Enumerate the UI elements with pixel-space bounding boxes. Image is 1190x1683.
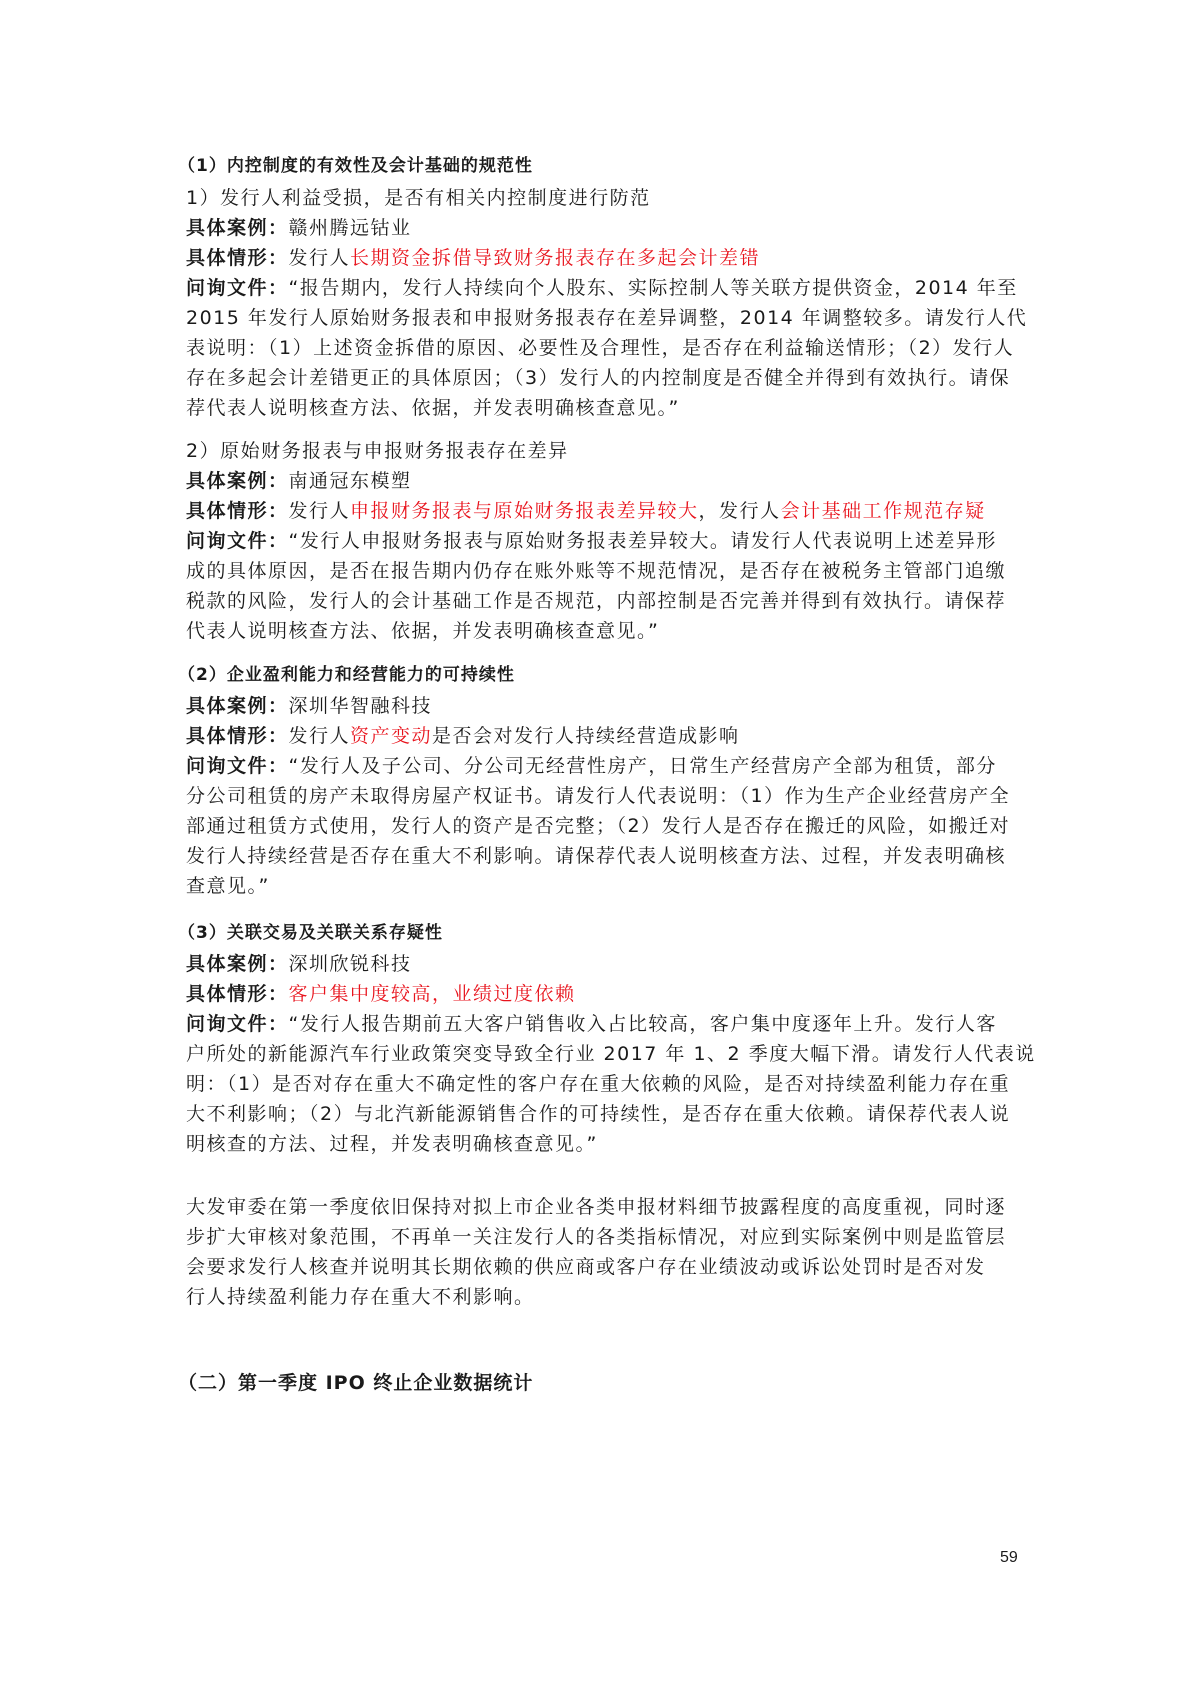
inquiry-line: 表说明：（1）上述资金拆借的原因、必要性及合理性，是否存在利益输送情形；（2）发行人 [186, 337, 1015, 359]
situation-text: 是否会对发行人持续经营造成影响 [432, 725, 740, 747]
situation-label: 具体情形： [186, 983, 289, 1005]
summary-line: 大发审委在第一季度依旧保持对拟上市企业各类申报材料细节披露程度的高度重视，同时逐 [186, 1196, 1007, 1218]
situation-label: 具体情形： [186, 247, 289, 269]
inquiry-text: “发行人及子公司、分公司无经营性房产，日常生产经营房产全部为租赁，部分 [288, 755, 997, 777]
inquiry-line: 代表人说明核查方法、依据，并发表明确核查意见。” [186, 620, 660, 642]
situation-line [186, 243, 760, 270]
case-line [186, 466, 412, 493]
case-value: 深圳华智融科技 [288, 695, 433, 717]
case-value: 赣州腾远钴业 [288, 217, 412, 239]
case-label: 具体案例： [186, 695, 289, 717]
inquiry-text: “发行人申报财务报表与原始财务报表差异较大。请发行人代表说明上述差异形 [288, 530, 997, 552]
inquiry-text: “发行人报告期前五大客户销售收入占比较高，客户集中度逐年上升。发行人客 [288, 1013, 997, 1035]
inquiry-line [186, 526, 997, 553]
situation-text: 发行人 [288, 247, 351, 269]
section-heading: （2）企业盈利能力和经营能力的可持续性 [178, 665, 515, 685]
inquiry-line: 2015 年发行人原始财务报表和申报财务报表存在差异调整，2014 年调整较多。请发行人代 [186, 307, 1028, 329]
summary-line: 行人持续盈利能力存在重大不利影响。 [186, 1286, 535, 1308]
case-line [186, 213, 412, 240]
subsection-title: 2）原始财务报表与申报财务报表存在差异 [186, 440, 569, 462]
inquiry-line: 分公司租赁的房产未取得房屋产权证书。请发行人代表说明：（1）作为生产企业经营房产全 [186, 785, 1011, 807]
case-label: 具体案例： [186, 217, 289, 239]
case-label: 具体案例： [186, 470, 289, 492]
inquiry-label: 问询文件： [186, 755, 289, 777]
subsection-title: 1）发行人利益受损，是否有相关内控制度进行防范 [186, 187, 651, 209]
inquiry-text: “报告期内，发行人持续向个人股东、实际控制人等关联方提供资金，2014 年至 [288, 277, 1018, 299]
case-value: 深圳欣锐科技 [288, 953, 412, 975]
inquiry-line: 户所处的新能源汽车行业政策突变导致全行业 2017 年 1、2 季度大幅下滑。请发行人代表说 [186, 1043, 1036, 1065]
situation-text: 发行人 [288, 725, 351, 747]
inquiry-line: 明核查的方法、过程，并发表明确核查意见。” [186, 1133, 598, 1155]
summary-line: 步扩大审核对象范围，不再单一关注发行人的各类指标情况，对应到实际案例中则是监管层 [186, 1226, 1007, 1248]
inquiry-line: 荐代表人说明核查方法、依据，并发表明确核查意见。” [186, 397, 680, 419]
situation-highlight: 长期资金拆借导致财务报表存在多起会计差错 [350, 247, 761, 269]
situation-label: 具体情形： [186, 500, 289, 522]
case-value: 南通冠东模塑 [288, 470, 412, 492]
case-line [186, 949, 412, 976]
page-number: 59 [1000, 1549, 1018, 1566]
summary-line: 会要求发行人核查并说明其长期依赖的供应商或客户存在业绩波动或诉讼处罚时是否对发 [186, 1256, 986, 1278]
inquiry-line: 查意见。” [186, 875, 270, 897]
inquiry-line: 成的具体原因，是否在报告期内仍存在账外账等不规范情况，是否存在被税务主管部门追缴 [186, 560, 1007, 582]
inquiry-line: 发行人持续经营是否存在重大不利影响。请保荐代表人说明核查方法、过程，并发表明确核 [186, 845, 1007, 867]
situation-highlight: 资产变动 [350, 725, 433, 747]
chapter-heading: （二）第一季度 IPO 终止企业数据统计 [178, 1372, 534, 1394]
inquiry-label: 问询文件： [186, 277, 289, 299]
section-heading: （3）关联交易及关联关系存疑性 [178, 923, 443, 943]
situation-highlight: 会计基础工作规范存疑 [780, 500, 986, 522]
inquiry-line: 税款的风险，发行人的会计基础工作是否规范，内部控制是否完善并得到有效执行。请保荐 [186, 590, 1007, 612]
situation-highlight: 申报财务报表与原始财务报表差异较大 [350, 500, 699, 522]
inquiry-line [186, 273, 1018, 300]
inquiry-line [186, 1009, 997, 1036]
case-line [186, 691, 432, 718]
situation-line [186, 721, 740, 748]
situation-line [186, 496, 986, 523]
inquiry-line: 明：（1）是否对存在重大不确定性的客户存在重大依赖的风险，是否对持续盈利能力存在重 [186, 1073, 1011, 1095]
inquiry-line: 大不利影响；（2）与北汽新能源销售合作的可持续性，是否存在重大依赖。请保荐代表人说 [186, 1103, 1011, 1125]
section-heading: （1）内控制度的有效性及会计基础的规范性 [178, 156, 533, 176]
inquiry-line: 部通过租赁方式使用，发行人的资产是否完整；（2）发行人是否存在搬迁的风险，如搬迁对 [186, 815, 1011, 837]
situation-text: ，发行人 [698, 500, 781, 522]
situation-label: 具体情形： [186, 725, 289, 747]
situation-line [186, 979, 576, 1006]
case-label: 具体案例： [186, 953, 289, 975]
inquiry-line: 存在多起会计差错更正的具体原因；（3）发行人的内控制度是否健全并得到有效执行。请保 [186, 367, 1011, 389]
situation-highlight: 客户集中度较高，业绩过度依赖 [288, 983, 576, 1005]
situation-text: 发行人 [288, 500, 351, 522]
inquiry-label: 问询文件： [186, 1013, 289, 1035]
inquiry-label: 问询文件： [186, 530, 289, 552]
inquiry-line [186, 751, 997, 778]
